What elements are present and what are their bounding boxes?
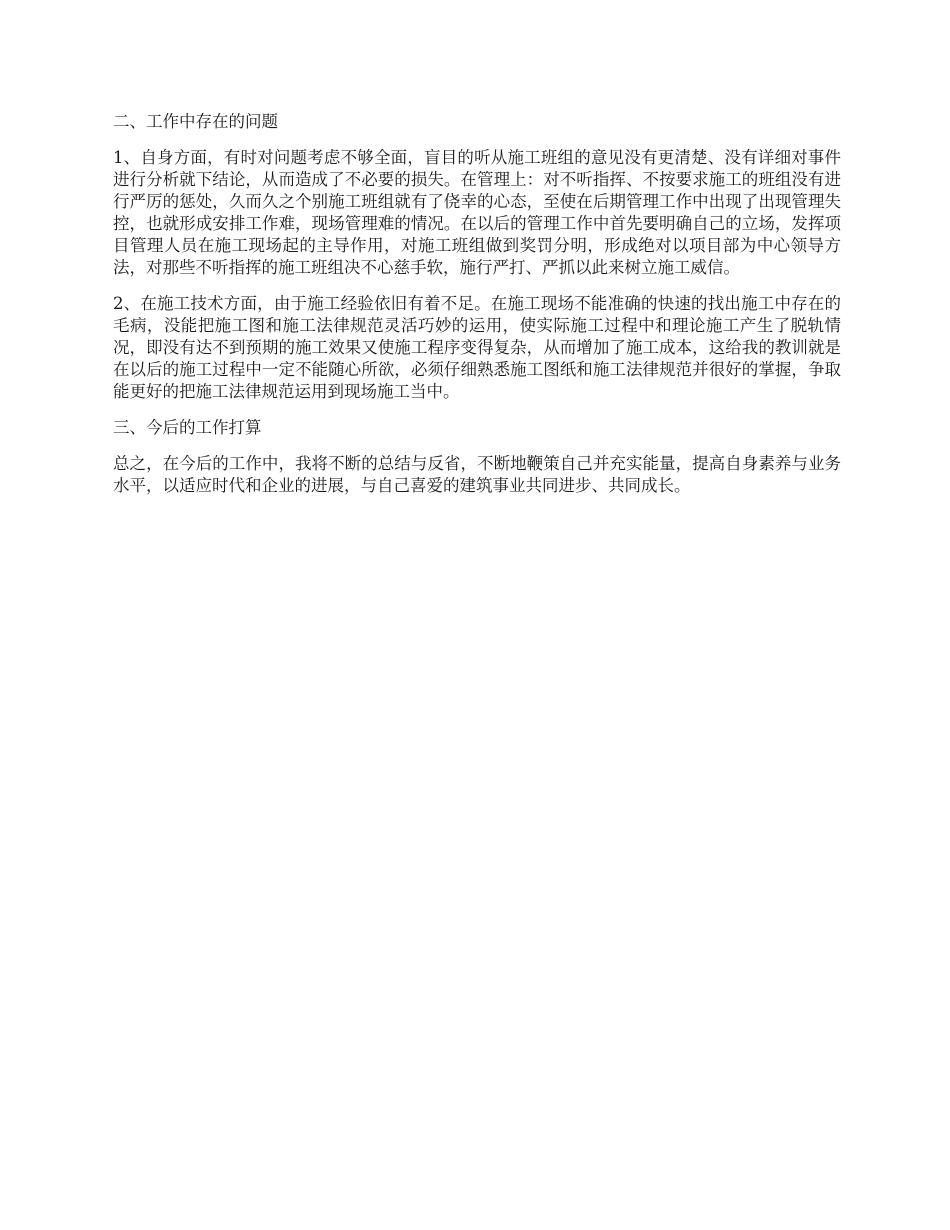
paragraph-conclusion: 总之，在今后的工作中，我将不断的总结与反省，不断地鞭策自己并充实能量，提高自身素养与业务水平，以适应时代和企业的进展，与自己喜爱的建筑事业共同进步、共同成长。: [113, 454, 841, 495]
section-heading-problems: 二、工作中存在的问题: [113, 112, 278, 131]
paragraph-technical-aspect: 2、在施工技术方面，由于施工经验依旧有着不足。在施工现场不能准确的快速的找出施工中存在的毛病，没能把施工图和施工法律规范灵活巧妙的运用，使实际施工过程中和理论施工产生了脱轨情况，即没有达不到预期的施工效果又使施工程序变得复杂，从而增加了施工成本，这给我的教训就是在以后的施工过程中一定不能随心所欲，必须仔细熟悉施工图纸和施工法律规范并很好的掌握，争取能更好的把施工法律规范运用到现场施工当中。: [113, 294, 841, 401]
document-body: [113, 111, 841, 511]
section-heading-future-plans: 三、今后的工作打算: [113, 418, 262, 437]
paragraph-self-aspect: 1、自身方面，有时对问题考虑不够全面，盲目的听从施工班组的意见没有更清楚、没有详细对事件进行分析就下结论，从而造成了不必要的损失。在管理上：对不听指挥、不按要求施工的班组没有进行严厉的惩处，久而久之个别施工班组就有了侥幸的心态，至使在后期管理工作中出现了出现管理失控，也就形成安排工作难，现场管理难的情况。在以后的管理工作中首先要明确自己的立场，发挥项目管理人员在施工现场起的主导作用，对施工班组做到奖罚分明，形成绝对以项目部为中心领导方法，对那些不听指挥的施工班组决不心慈手软，施行严打、严抓以此来树立施工威信。: [113, 148, 841, 277]
